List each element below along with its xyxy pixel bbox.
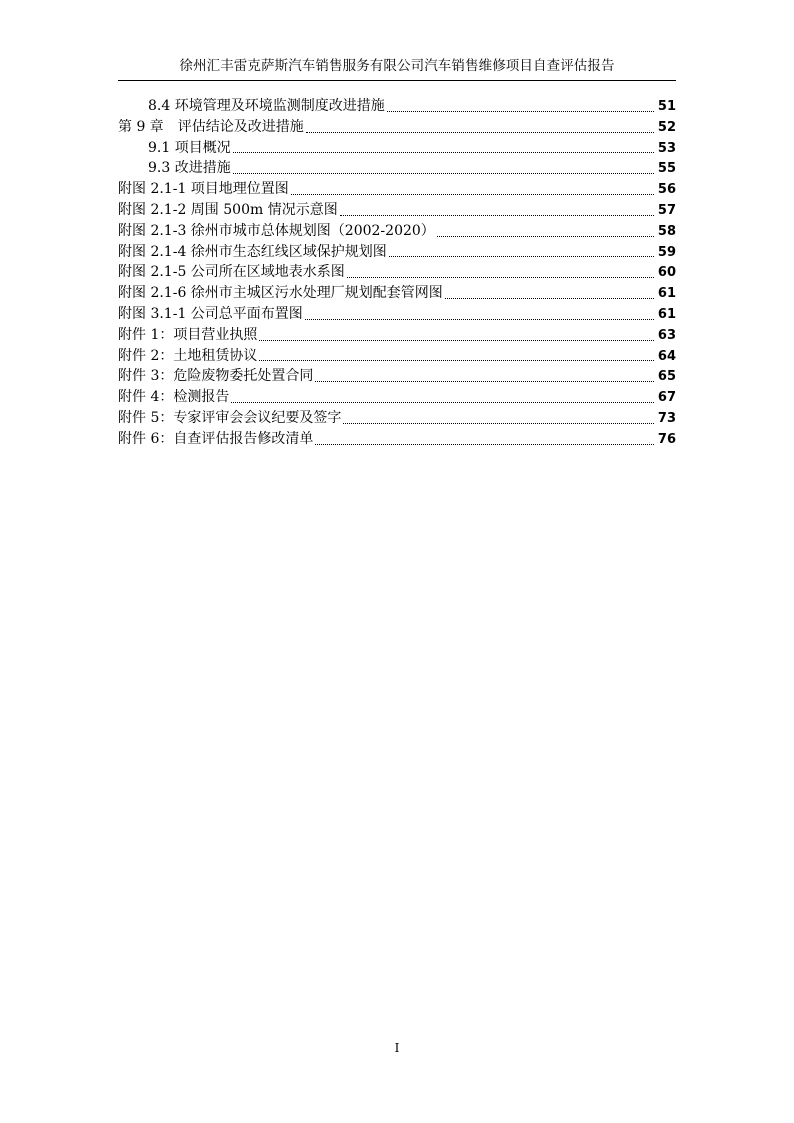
- toc-entry[interactable]: [118, 262, 676, 283]
- table-of-contents: [118, 96, 676, 450]
- toc-entry-label: 附图 2.1-4 徐州市生态红线区域保护规划图: [118, 243, 387, 260]
- toc-entry-page: 56: [657, 182, 676, 198]
- toc-dot-leader: [259, 359, 654, 361]
- toc-entry[interactable]: [118, 179, 676, 200]
- toc-entry[interactable]: [118, 242, 676, 263]
- toc-dot-leader: [306, 131, 654, 133]
- toc-entry[interactable]: [118, 387, 676, 408]
- toc-entry[interactable]: [118, 429, 676, 450]
- toc-dot-leader: [259, 339, 654, 341]
- toc-entry[interactable]: [118, 221, 676, 242]
- toc-entry[interactable]: [118, 158, 676, 179]
- toc-entry-page: 64: [657, 348, 676, 364]
- toc-dot-leader: [387, 110, 654, 112]
- toc-dot-leader: [233, 172, 654, 174]
- toc-entry-label: 附图 2.1-1 项目地理位置图: [118, 181, 289, 198]
- toc-entry-label: 附件 3：危险废物委托处置合同: [118, 368, 314, 385]
- toc-entry-label: 附图 2.1-2 周围 500m 情况示意图: [118, 201, 338, 218]
- toc-entry-label: 9.3 改进措施: [148, 160, 231, 177]
- toc-entry[interactable]: [118, 304, 676, 325]
- toc-entry-page: 61: [657, 306, 676, 322]
- toc-entry-page: 58: [657, 223, 676, 239]
- toc-entry[interactable]: [118, 346, 676, 367]
- toc-dot-leader: [233, 151, 654, 153]
- toc-entry-label: 附件 4：检测报告: [118, 389, 230, 406]
- toc-entry-label: 附件 2：土地租赁协议: [118, 347, 258, 364]
- toc-entry-page: 65: [657, 369, 676, 385]
- toc-entry-label: 附图 3.1-1 公司总平面布置图: [118, 305, 303, 322]
- toc-dot-leader: [291, 193, 654, 195]
- toc-dot-leader: [231, 401, 654, 403]
- toc-entry[interactable]: [118, 408, 676, 429]
- toc-dot-leader: [305, 318, 654, 320]
- toc-dot-leader: [347, 276, 654, 278]
- toc-dot-leader: [445, 297, 654, 299]
- toc-dot-leader: [389, 255, 654, 257]
- toc-entry-label: 8.4 环境管理及环境监测制度改进措施: [148, 98, 385, 114]
- toc-entry[interactable]: [118, 96, 676, 117]
- toc-entry-page: 55: [657, 161, 676, 177]
- toc-dot-leader: [343, 422, 654, 424]
- toc-entry-page: 67: [657, 390, 676, 406]
- toc-entry-label: 附件 5：专家评审会会议纪要及签字: [118, 409, 342, 426]
- toc-entry-label: 附图 2.1-3 徐州市城市总体规划图（2002-2020）: [118, 222, 435, 239]
- toc-entry-page: 59: [657, 244, 676, 260]
- toc-entry-page: 57: [657, 202, 676, 218]
- toc-entry-label: 附件 1：项目营业执照: [118, 326, 258, 343]
- toc-entry-label: 附件 6：自查评估报告修改清单: [118, 430, 314, 447]
- toc-entry-page: 61: [657, 286, 676, 302]
- toc-entry-page: 63: [657, 327, 676, 343]
- page-number: I: [394, 1041, 400, 1055]
- toc-dot-leader: [315, 380, 654, 382]
- toc-dot-leader: [340, 214, 654, 216]
- toc-entry-page: 73: [657, 410, 676, 426]
- toc-entry-page: 76: [657, 431, 676, 447]
- toc-entry-page: 51: [657, 99, 676, 114]
- toc-dot-leader: [315, 443, 654, 445]
- toc-entry-page: 60: [657, 265, 676, 281]
- header-divider: [118, 80, 676, 81]
- toc-dot-leader: [437, 235, 654, 237]
- toc-entry-label: 第 9 章 评估结论及改进措施: [118, 118, 304, 135]
- toc-entry-label: 附图 2.1-6 徐州市主城区污水处理厂规划配套管网图: [118, 285, 443, 302]
- toc-entry-label: 附图 2.1-5 公司所在区域地表水系图: [118, 264, 345, 281]
- toc-entry[interactable]: [118, 325, 676, 346]
- toc-entry-page: 53: [657, 140, 676, 156]
- page-header-title: 徐州汇丰雷克萨斯汽车销售服务有限公司汽车销售维修项目自查评估报告: [179, 58, 615, 74]
- toc-entry[interactable]: [118, 200, 676, 221]
- toc-entry[interactable]: [118, 117, 676, 138]
- toc-entry-label: 9.1 项目概况: [148, 139, 231, 156]
- toc-entry[interactable]: [118, 138, 676, 159]
- toc-entry-page: 52: [657, 119, 676, 135]
- toc-entry[interactable]: [118, 366, 676, 387]
- toc-entry[interactable]: [118, 283, 676, 304]
